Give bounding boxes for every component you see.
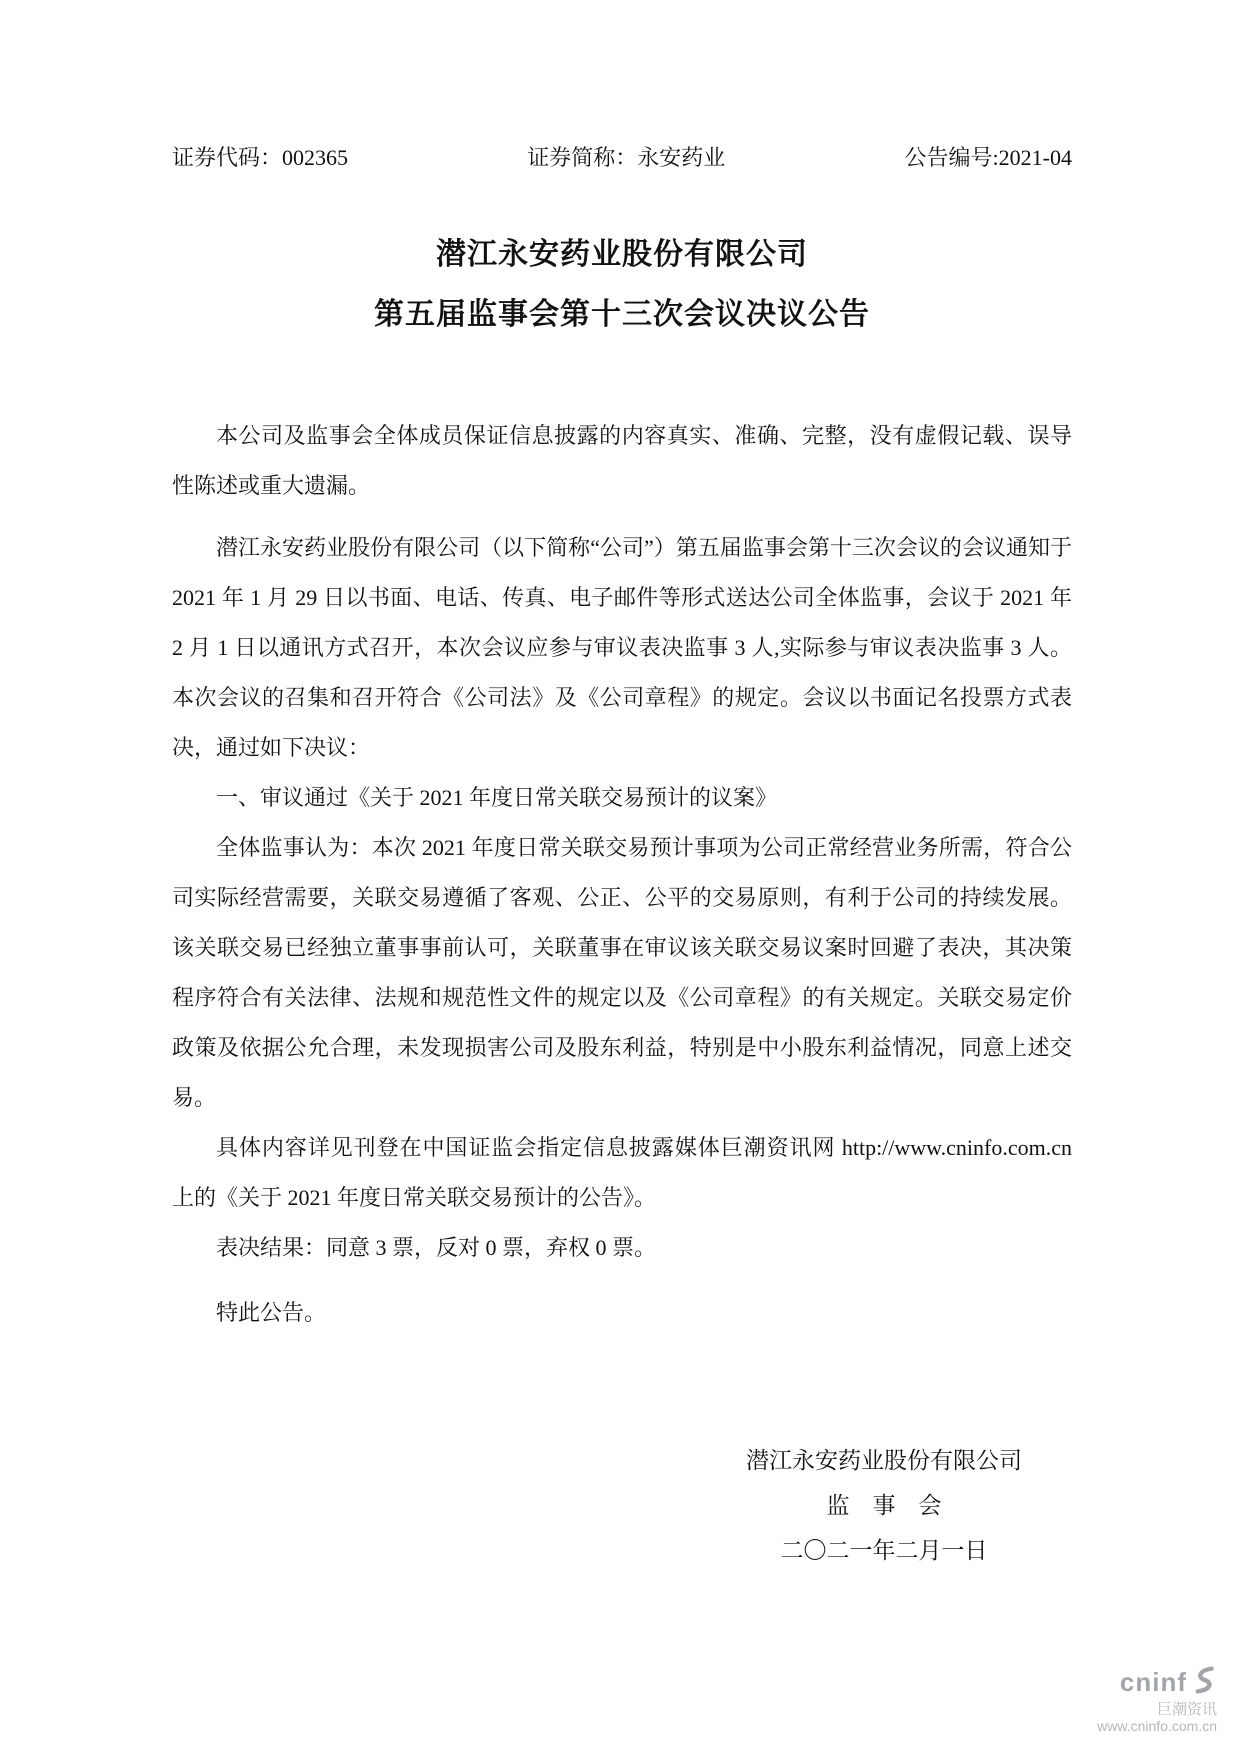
cninfo-url: www.cninfo.com.cn [1097, 1717, 1217, 1734]
stock-code: 证券代码：002365 [172, 145, 349, 170]
stock-short-name: 证券简称：永安药业 [527, 145, 726, 170]
signature-inner [746, 1438, 1022, 1573]
paragraph-vote-result: 表决结果：同意 3 票，反对 0 票，弃权 0 票。 [216, 1235, 657, 1260]
paragraph-disclaimer: 本公司及监事会全体成员保证信息披露的内容真实、准确、完整，没有虚假记载、误导性陈述或重大遗漏。 [172, 423, 1072, 498]
document-body [172, 411, 1072, 1338]
cninfo-logo-text: cninf [1119, 1667, 1187, 1698]
paragraph-meeting-info: 潜江永安药业股份有限公司（以下简称“公司”）第五届监事会第十三次会议的会议通知于 2021 年 1 月 29 日以书面、电话、传真、电子邮件等形式送达公司全体监事，会议于 2021 年 2 月 1 日以通讯方式召开，本次会议应参与审议表决监事 3 人,实际参与审议表决监事 3 人。本次会议的召集和召开符合《公司法》及《公司章程》的规定。会议以书面记名投票方式表决，通过如下决议： [172, 535, 1072, 760]
paragraph-disclosure-reference: 具体内容详见刊登在中国证监会指定信息披露媒体巨潮资讯网 http://www.cninfo.com.cn 上的《关于 2021 年度日常关联交易预计的公告》。 [172, 1135, 1072, 1210]
cninfo-logo-row [1097, 1666, 1217, 1699]
signature-block [172, 1438, 1072, 1573]
signature-date: 二〇二一年二月一日 [780, 1538, 988, 1563]
cninfo-brand-name: 巨潮资讯 [1156, 1700, 1217, 1718]
paragraph-supervisors-opinion: 全体监事认为：本次 2021 年度日常关联交易预计事项为公司正常经营业务所需，符合公司实际经营需要，关联交易遵循了客观、公正、公平的交易原则，有利于公司的持续发展。该关联交易已经独立董事事前认可，关联董事在审议该关联交易议案时回避了表决，其决策程序符合有关法律、法规和规范性文件的规定以及《公司章程》的有关规定。关联交易定价政策及依据公允合理，未发现损害公司及股东利益，特别是中小股东利益情况，同意上述交易。 [172, 835, 1072, 1110]
announcement-number: 公告编号:2021-04 [904, 145, 1072, 170]
document-header [172, 143, 1072, 173]
paragraph-resolution-item: 一、审议通过《关于 2021 年度日常关联交易预计的议案》 [216, 785, 778, 810]
cninfo-swirl-icon [1189, 1666, 1217, 1699]
paragraph-closing: 特此公告。 [216, 1300, 327, 1325]
document-title-company: 潜江永安药业股份有限公司 [436, 238, 808, 271]
signature-department: 监 事 会 [826, 1493, 942, 1518]
cninfo-watermark [1097, 1666, 1217, 1734]
signature-company: 潜江永安药业股份有限公司 [746, 1448, 1022, 1473]
document-title-meeting: 第五届监事会第十三次会议决议公告 [374, 298, 870, 331]
